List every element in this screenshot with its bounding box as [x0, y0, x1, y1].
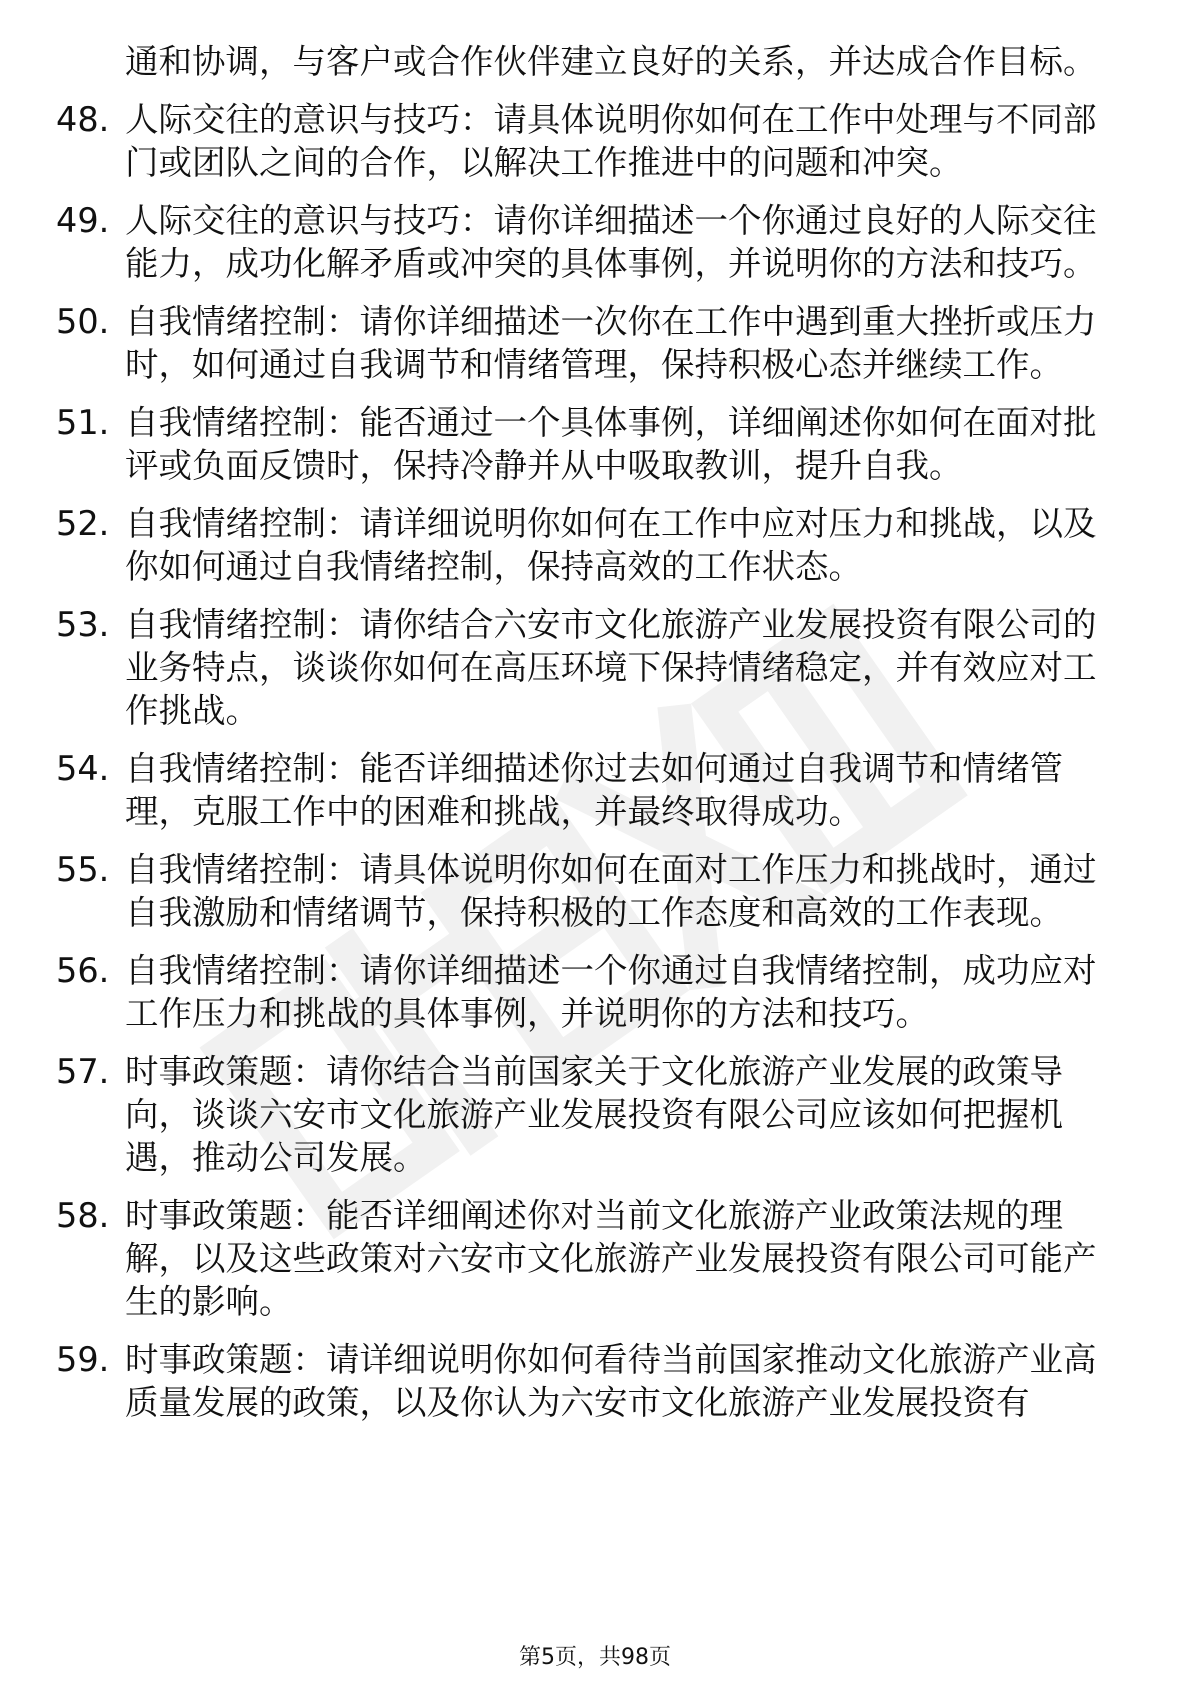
list-item [0, 603, 1115, 732]
item-number: 57. [56, 1052, 110, 1091]
item-number: 54. [56, 749, 110, 788]
item-number: 55. [56, 850, 110, 889]
item-text: 自我情绪控制：能否详细描述你过去如何通过自我调节和情绪管理，克服工作中的困难和挑战，并最终取得成功。 [125, 749, 1063, 831]
item-text: 人际交往的意识与技巧：请具体说明你如何在工作中处理与不同部门或团队之间的合作，以解决工作推进中的问题和冲突。 [125, 100, 1097, 182]
list-item [0, 1194, 1115, 1323]
continued-text: 通和协调，与客户或合作伙伴建立良好的关系，并达成合作目标。 [125, 42, 1097, 81]
continued-paragraph [0, 40, 1115, 83]
document-body [0, 40, 1190, 1439]
list-item [0, 848, 1115, 934]
item-text: 自我情绪控制：请你详细描述一个你通过自我情绪控制，成功应对工作压力和挑战的具体事例，并说明你的方法和技巧。 [125, 951, 1097, 1033]
item-number: 52. [56, 504, 110, 543]
item-number: 48. [56, 100, 110, 139]
item-text: 时事政策题：能否详细阐述你对当前文化旅游产业政策法规的理解，以及这些政策对六安市文化旅游产业发展投资有限公司可能产生的影响。 [125, 1196, 1097, 1321]
page-footer [0, 1644, 1190, 1672]
list-item [0, 98, 1115, 184]
item-text: 自我情绪控制：能否通过一个具体事例，详细阐述你如何在面对批评或负面反馈时，保持冷静并从中吸取教训，提升自我。 [125, 403, 1097, 485]
list-item [0, 300, 1115, 386]
page-number: 第5页，共98页 [519, 1645, 671, 1670]
list-item [0, 199, 1115, 285]
list-item [0, 1338, 1115, 1424]
item-text: 时事政策题：请详细说明你如何看待当前国家推动文化旅游产业高质量发展的政策，以及你认为六安市文化旅游产业发展投资有 [125, 1340, 1097, 1422]
item-text: 自我情绪控制：请详细说明你如何在工作中应对压力和挑战，以及你如何通过自我情绪控制，保持高效的工作状态。 [125, 504, 1097, 586]
list-item [0, 401, 1115, 487]
item-number: 49. [56, 201, 110, 240]
item-text: 时事政策题：请你结合当前国家关于文化旅游产业发展的政策导向，谈谈六安市文化旅游产业发展投资有限公司应该如何把握机遇，推动公司发展。 [125, 1052, 1063, 1177]
item-number: 50. [56, 302, 110, 341]
item-number: 56. [56, 951, 110, 990]
list-item [0, 502, 1115, 588]
list-item [0, 949, 1115, 1035]
item-number: 53. [56, 605, 110, 644]
item-number: 51. [56, 403, 110, 442]
list-item [0, 1050, 1115, 1179]
item-text: 自我情绪控制：请具体说明你如何在面对工作压力和挑战时，通过自我激励和情绪调节，保持积极的工作态度和高效的工作表现。 [125, 850, 1097, 932]
item-text: 自我情绪控制：请你结合六安市文化旅游产业发展投资有限公司的业务特点，谈谈你如何在高压环境下保持情绪稳定，并有效应对工作挑战。 [125, 605, 1097, 730]
list-item [0, 747, 1115, 833]
item-text: 人际交往的意识与技巧：请你详细描述一个你通过良好的人际交往能力，成功化解矛盾或冲突的具体事例，并说明你的方法和技巧。 [125, 201, 1097, 283]
item-number: 59. [56, 1340, 110, 1379]
item-number: 58. [56, 1196, 110, 1235]
item-text: 自我情绪控制：请你详细描述一次你在工作中遇到重大挫折或压力时，如何通过自我调节和情绪管理，保持积极心态并继续工作。 [125, 302, 1097, 384]
